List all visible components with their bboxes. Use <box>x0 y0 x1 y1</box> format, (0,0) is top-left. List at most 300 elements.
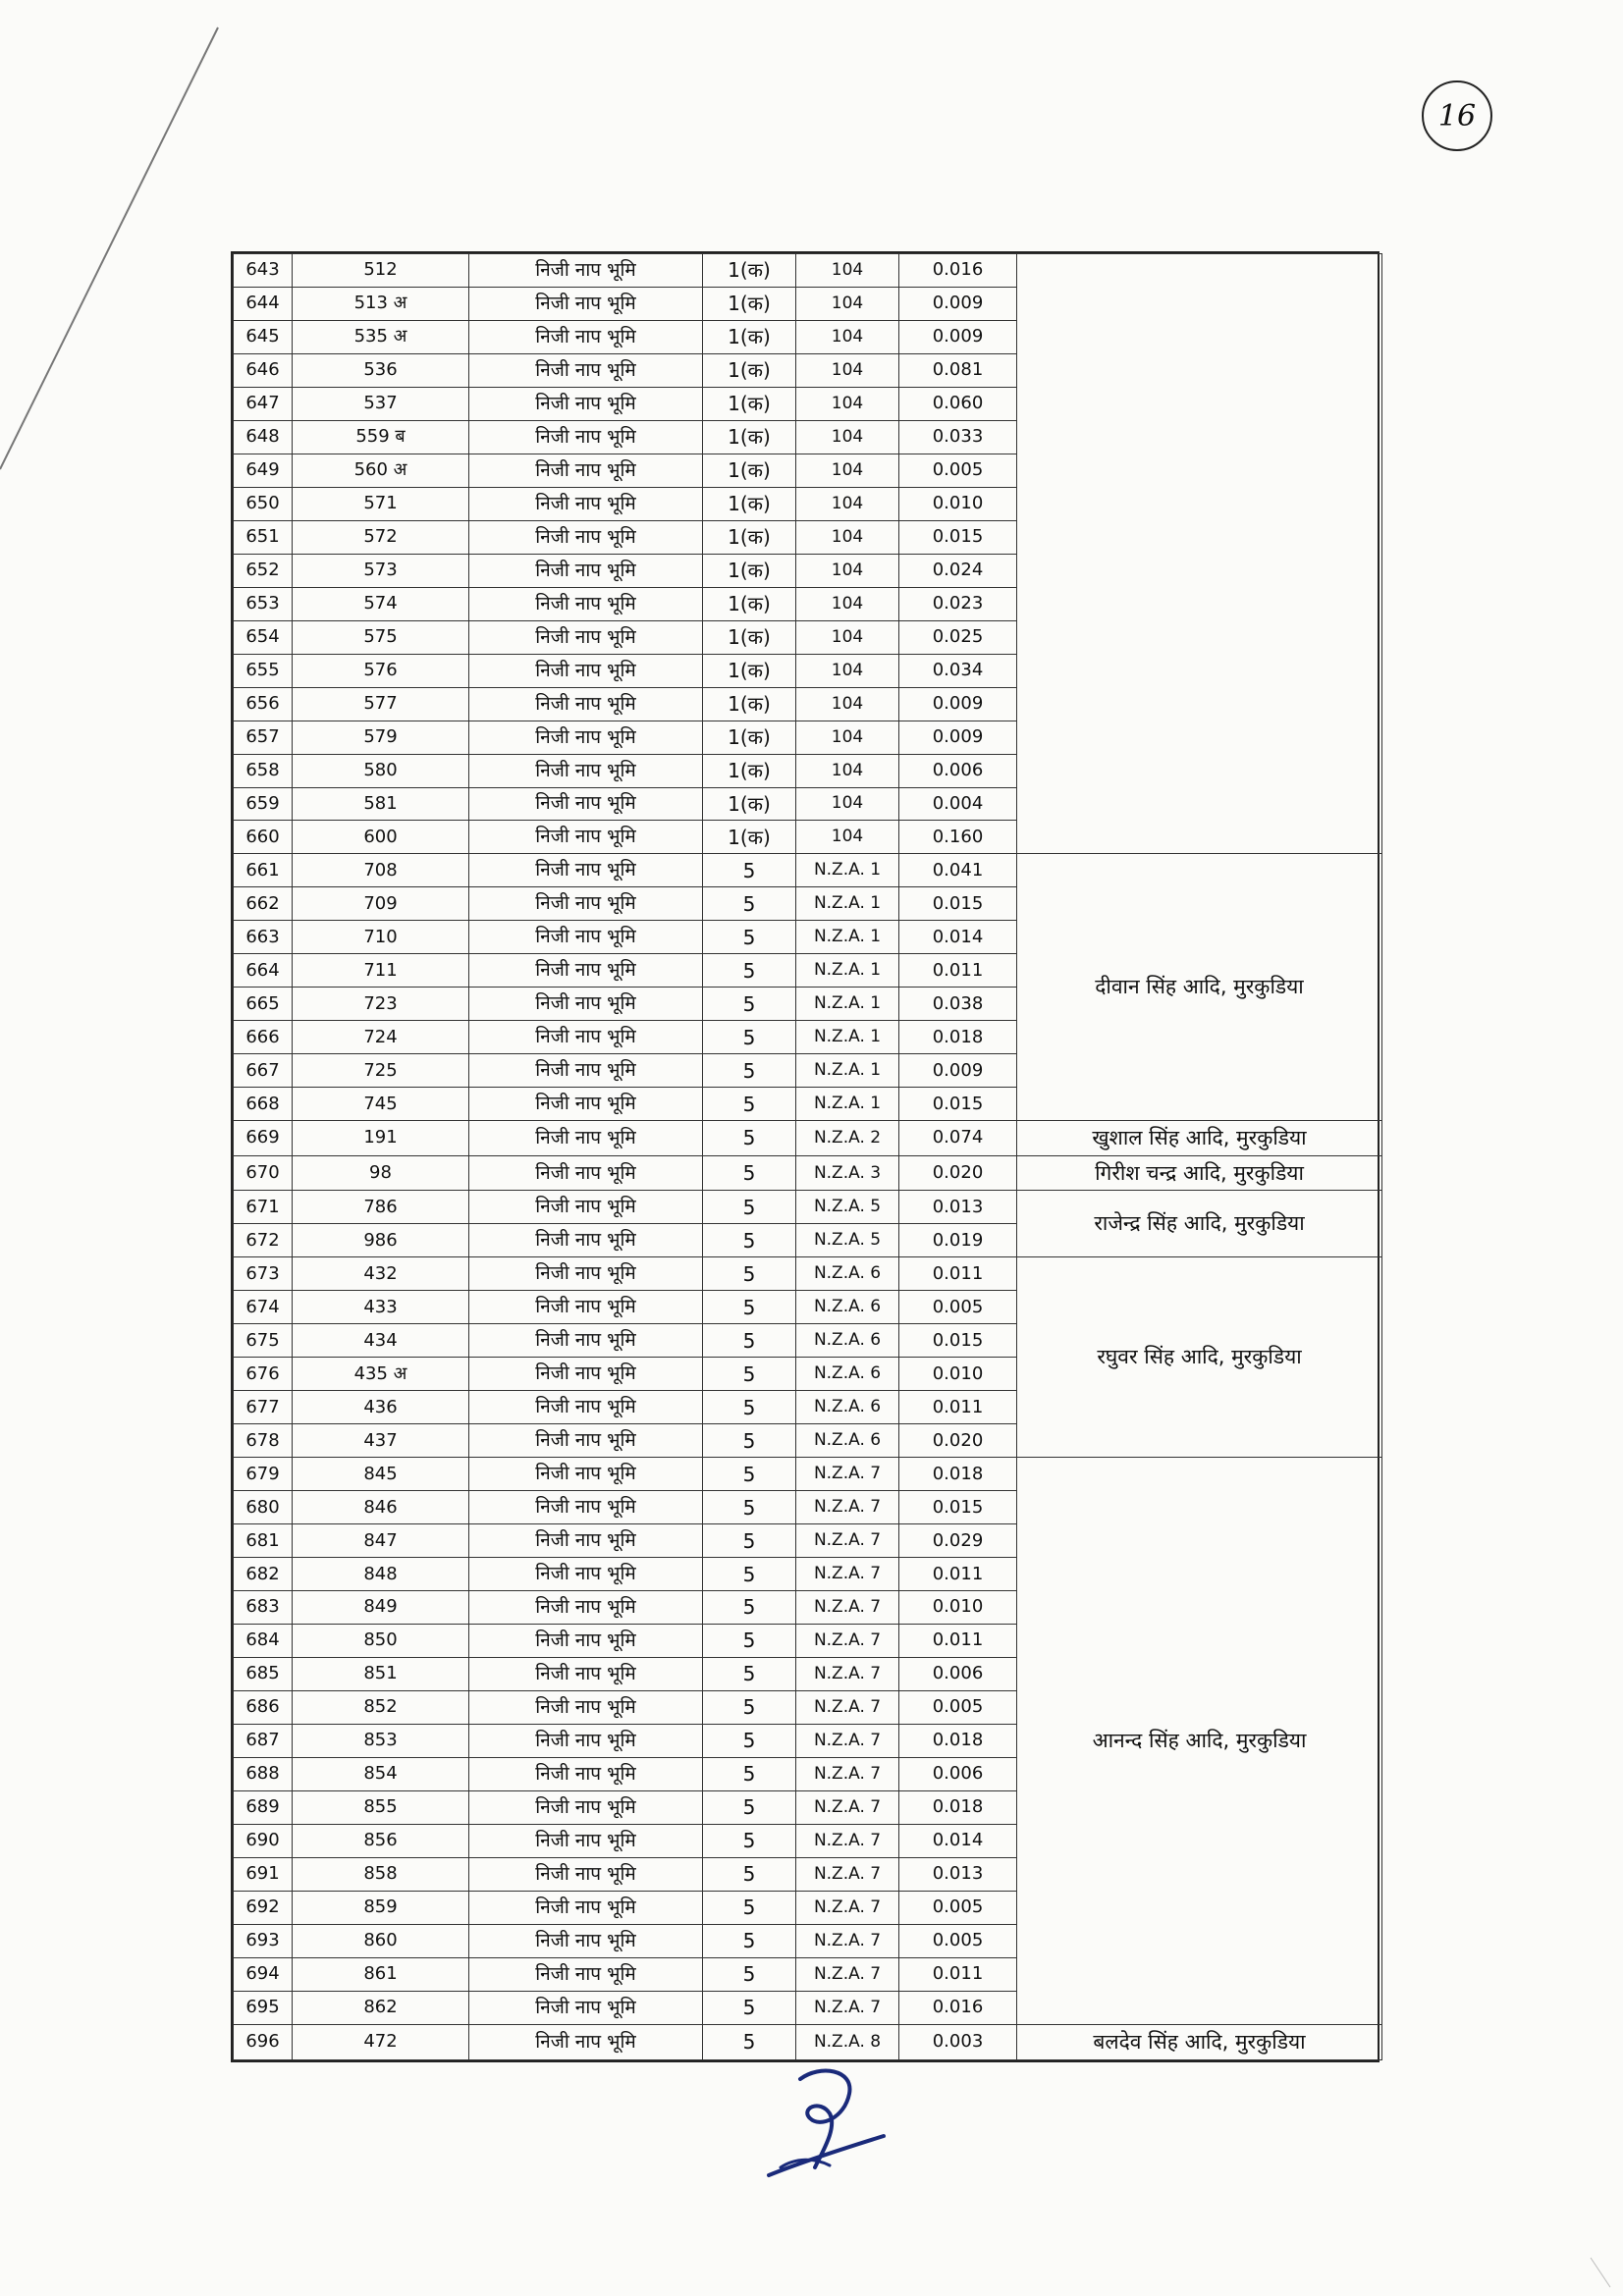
area-cell: 0.016 <box>899 254 1017 288</box>
serial-number-cell: 665 <box>234 988 293 1021</box>
plot-number-cell: 711 <box>293 954 469 988</box>
khata-number-cell: N.Z.A. 1 <box>796 921 899 954</box>
serial-number-cell: 648 <box>234 420 293 454</box>
serial-number-cell: 686 <box>234 1690 293 1724</box>
plot-number-cell: 723 <box>293 988 469 1021</box>
khata-number-cell: 104 <box>796 420 899 454</box>
class-cell: 1(क) <box>703 787 796 821</box>
serial-number-cell: 664 <box>234 954 293 988</box>
khata-number-cell: 104 <box>796 520 899 554</box>
class-cell: 1(क) <box>703 353 796 387</box>
class-cell: 5 <box>703 1624 796 1657</box>
khata-number-cell: N.Z.A. 1 <box>796 887 899 921</box>
plot-number-cell: 191 <box>293 1121 469 1156</box>
khata-number-cell: N.Z.A. 7 <box>796 1757 899 1790</box>
plot-number-cell: 847 <box>293 1524 469 1558</box>
area-cell: 0.009 <box>899 287 1017 320</box>
area-cell: 0.018 <box>899 1724 1017 1757</box>
area-cell: 0.009 <box>899 320 1017 353</box>
serial-number-cell: 690 <box>234 1824 293 1857</box>
khata-number-cell: N.Z.A. 7 <box>796 1857 899 1891</box>
khata-number-cell: N.Z.A. 7 <box>796 1790 899 1824</box>
class-cell: 1(क) <box>703 254 796 288</box>
plot-number-cell: 537 <box>293 387 469 420</box>
plot-number-cell: 575 <box>293 620 469 654</box>
serial-number-cell: 669 <box>234 1121 293 1156</box>
land-type-cell: निजी नाप भूमि <box>469 1724 703 1757</box>
class-cell: 5 <box>703 1790 796 1824</box>
land-type-cell: निजी नाप भूमि <box>469 620 703 654</box>
khata-number-cell: N.Z.A. 7 <box>796 1524 899 1558</box>
area-cell: 0.010 <box>899 487 1017 520</box>
class-cell: 5 <box>703 887 796 921</box>
class-cell: 5 <box>703 1991 796 2024</box>
area-cell: 0.004 <box>899 787 1017 821</box>
land-type-cell: निजी नाप भूमि <box>469 1257 703 1291</box>
khata-number-cell: N.Z.A. 7 <box>796 1690 899 1724</box>
class-cell: 1(क) <box>703 721 796 754</box>
serial-number-cell: 658 <box>234 754 293 787</box>
class-cell: 1(क) <box>703 620 796 654</box>
owner-name-cell <box>1017 254 1382 854</box>
area-cell: 0.011 <box>899 1957 1017 1991</box>
land-type-cell: निजी नाप भूमि <box>469 320 703 353</box>
class-cell: 1(क) <box>703 821 796 854</box>
signature <box>761 2059 889 2182</box>
land-type-cell: निजी नाप भूमि <box>469 1824 703 1857</box>
land-type-cell: निजी नाप भूमि <box>469 353 703 387</box>
area-cell: 0.013 <box>899 1857 1017 1891</box>
land-type-cell: निजी नाप भूमि <box>469 988 703 1021</box>
serial-number-cell: 645 <box>234 320 293 353</box>
class-cell: 5 <box>703 1121 796 1156</box>
land-type-cell: निजी नाप भूमि <box>469 654 703 687</box>
khata-number-cell: 104 <box>796 754 899 787</box>
area-cell: 0.011 <box>899 954 1017 988</box>
land-type-cell: निजी नाप भूमि <box>469 1121 703 1156</box>
area-cell: 0.005 <box>899 1924 1017 1957</box>
khata-number-cell: N.Z.A. 7 <box>796 1957 899 1991</box>
class-cell: 1(क) <box>703 587 796 620</box>
area-cell: 0.018 <box>899 1021 1017 1054</box>
area-cell: 0.006 <box>899 754 1017 787</box>
plot-number-cell: 709 <box>293 887 469 921</box>
serial-number-cell: 689 <box>234 1790 293 1824</box>
land-type-cell: निजी नाप भूमि <box>469 1891 703 1924</box>
area-cell: 0.023 <box>899 587 1017 620</box>
class-cell: 5 <box>703 1891 796 1924</box>
plot-number-cell: 559 ब <box>293 420 469 454</box>
khata-number-cell: N.Z.A. 7 <box>796 1924 899 1957</box>
plot-number-cell: 850 <box>293 1624 469 1657</box>
land-type-cell: निजी नाप भूमि <box>469 1991 703 2024</box>
serial-number-cell: 687 <box>234 1724 293 1757</box>
area-cell: 0.010 <box>899 1358 1017 1391</box>
class-cell: 1(क) <box>703 520 796 554</box>
area-cell: 0.015 <box>899 520 1017 554</box>
area-cell: 0.005 <box>899 1891 1017 1924</box>
table-row <box>234 1155 1382 1191</box>
land-type-cell: निजी नाप भूमि <box>469 1924 703 1957</box>
area-cell: 0.018 <box>899 1790 1017 1824</box>
serial-number-cell: 695 <box>234 1991 293 2024</box>
serial-number-cell: 657 <box>234 721 293 754</box>
plot-number-cell: 725 <box>293 1054 469 1088</box>
class-cell: 1(क) <box>703 287 796 320</box>
khata-number-cell: N.Z.A. 1 <box>796 1021 899 1054</box>
serial-number-cell: 673 <box>234 1257 293 1291</box>
land-type-cell: निजी नाप भूमि <box>469 821 703 854</box>
khata-number-cell: 104 <box>796 787 899 821</box>
class-cell: 5 <box>703 1391 796 1424</box>
land-type-cell: निजी नाप भूमि <box>469 1524 703 1558</box>
land-type-cell: निजी नाप भूमि <box>469 1358 703 1391</box>
class-cell: 5 <box>703 1358 796 1391</box>
class-cell: 5 <box>703 1491 796 1524</box>
khata-number-cell: N.Z.A. 6 <box>796 1257 899 1291</box>
area-cell: 0.074 <box>899 1121 1017 1156</box>
area-cell: 0.020 <box>899 1424 1017 1458</box>
plot-number-cell: 536 <box>293 353 469 387</box>
khata-number-cell: 104 <box>796 821 899 854</box>
area-cell: 0.006 <box>899 1657 1017 1690</box>
plot-number-cell: 854 <box>293 1757 469 1790</box>
land-type-cell: निजी नाप भूमि <box>469 854 703 887</box>
class-cell: 1(क) <box>703 687 796 721</box>
serial-number-cell: 691 <box>234 1857 293 1891</box>
land-type-cell: निजी नाप भूमि <box>469 1291 703 1324</box>
land-type-cell: निजी नाप भूमि <box>469 420 703 454</box>
land-type-cell: निजी नाप भूमि <box>469 721 703 754</box>
table-row <box>234 1121 1382 1156</box>
serial-number-cell: 644 <box>234 287 293 320</box>
area-cell: 0.011 <box>899 1257 1017 1291</box>
table-row <box>234 854 1382 887</box>
khata-number-cell: N.Z.A. 7 <box>796 1591 899 1625</box>
khata-number-cell: N.Z.A. 7 <box>796 1991 899 2024</box>
serial-number-cell: 653 <box>234 587 293 620</box>
land-type-cell: निजी नाप भूमि <box>469 1054 703 1088</box>
serial-number-cell: 674 <box>234 1291 293 1324</box>
serial-number-cell: 646 <box>234 353 293 387</box>
khata-number-cell: 104 <box>796 487 899 520</box>
area-cell: 0.005 <box>899 454 1017 487</box>
land-type-cell: निजी नाप भूमि <box>469 554 703 587</box>
table-row <box>234 1257 1382 1291</box>
plot-number-cell: 573 <box>293 554 469 587</box>
serial-number-cell: 660 <box>234 821 293 854</box>
land-record-table <box>233 253 1382 2060</box>
khata-number-cell: N.Z.A. 7 <box>796 1657 899 1690</box>
plot-number-cell: 571 <box>293 487 469 520</box>
class-cell: 5 <box>703 1657 796 1690</box>
plot-number-cell: 710 <box>293 921 469 954</box>
land-record-table-container <box>231 251 1380 2062</box>
land-type-cell: निजी नाप भूमि <box>469 2024 703 2059</box>
plot-number-cell: 432 <box>293 1257 469 1291</box>
class-cell: 5 <box>703 1088 796 1121</box>
khata-number-cell: 104 <box>796 287 899 320</box>
serial-number-cell: 683 <box>234 1591 293 1625</box>
serial-number-cell: 670 <box>234 1155 293 1191</box>
serial-number-cell: 675 <box>234 1324 293 1358</box>
serial-number-cell: 643 <box>234 254 293 288</box>
khata-number-cell: N.Z.A. 8 <box>796 2024 899 2059</box>
plot-number-cell: 862 <box>293 1991 469 2024</box>
khata-number-cell: N.Z.A. 1 <box>796 1088 899 1121</box>
khata-number-cell: N.Z.A. 1 <box>796 854 899 887</box>
class-cell: 5 <box>703 1155 796 1191</box>
land-type-cell: निजी नाप भूमि <box>469 1624 703 1657</box>
land-type-cell: निजी नाप भूमि <box>469 921 703 954</box>
serial-number-cell: 676 <box>234 1358 293 1391</box>
land-type-cell: निजी नाप भूमि <box>469 1191 703 1224</box>
land-type-cell: निजी नाप भूमि <box>469 254 703 288</box>
plot-number-cell: 786 <box>293 1191 469 1224</box>
class-cell: 5 <box>703 1021 796 1054</box>
khata-number-cell: N.Z.A. 2 <box>796 1121 899 1156</box>
land-type-cell: निजी नाप भूमि <box>469 1657 703 1690</box>
plot-number-cell: 574 <box>293 587 469 620</box>
land-type-cell: निजी नाप भूमि <box>469 1690 703 1724</box>
khata-number-cell: N.Z.A. 6 <box>796 1358 899 1391</box>
owner-name-cell: गिरीश चन्द्र आदि, मुरकुडिया <box>1017 1155 1382 1191</box>
serial-number-cell: 692 <box>234 1891 293 1924</box>
khata-number-cell: 104 <box>796 254 899 288</box>
plot-number-cell: 572 <box>293 520 469 554</box>
plot-number-cell: 851 <box>293 1657 469 1690</box>
plot-number-cell: 581 <box>293 787 469 821</box>
class-cell: 5 <box>703 1857 796 1891</box>
serial-number-cell: 656 <box>234 687 293 721</box>
plot-number-cell: 580 <box>293 754 469 787</box>
plot-number-cell: 535 अ <box>293 320 469 353</box>
serial-number-cell: 661 <box>234 854 293 887</box>
land-type-cell: निजी नाप भूमि <box>469 1324 703 1358</box>
area-cell: 0.009 <box>899 1054 1017 1088</box>
khata-number-cell: 104 <box>796 687 899 721</box>
class-cell: 5 <box>703 1324 796 1358</box>
class-cell: 5 <box>703 1558 796 1591</box>
class-cell: 5 <box>703 1690 796 1724</box>
plot-number-cell: 576 <box>293 654 469 687</box>
page-number-circled <box>1422 80 1492 151</box>
area-cell: 0.009 <box>899 687 1017 721</box>
class-cell: 1(क) <box>703 420 796 454</box>
class-cell: 1(क) <box>703 487 796 520</box>
table-row <box>234 2024 1382 2059</box>
class-cell: 5 <box>703 1524 796 1558</box>
owner-name-cell: बलदेव सिंह आदि, मुरकुडिया <box>1017 2024 1382 2059</box>
table-row <box>234 1458 1382 1491</box>
class-cell: 1(क) <box>703 754 796 787</box>
area-cell: 0.025 <box>899 620 1017 654</box>
class-cell: 5 <box>703 988 796 1021</box>
table-row <box>234 254 1382 288</box>
serial-number-cell: 681 <box>234 1524 293 1558</box>
plot-number-cell: 724 <box>293 1021 469 1054</box>
plot-number-cell: 861 <box>293 1957 469 1991</box>
khata-number-cell: N.Z.A. 6 <box>796 1424 899 1458</box>
area-cell: 0.005 <box>899 1690 1017 1724</box>
land-type-cell: निजी नाप भूमि <box>469 1857 703 1891</box>
serial-number-cell: 672 <box>234 1224 293 1257</box>
land-type-cell: निजी नाप भूमि <box>469 1155 703 1191</box>
area-cell: 0.009 <box>899 721 1017 754</box>
plot-number-cell: 855 <box>293 1790 469 1824</box>
serial-number-cell: 671 <box>234 1191 293 1224</box>
class-cell: 5 <box>703 1724 796 1757</box>
land-type-cell: निजी नाप भूमि <box>469 1558 703 1591</box>
serial-number-cell: 667 <box>234 1054 293 1088</box>
khata-number-cell: N.Z.A. 7 <box>796 1458 899 1491</box>
class-cell: 5 <box>703 1191 796 1224</box>
area-cell: 0.011 <box>899 1558 1017 1591</box>
khata-number-cell: N.Z.A. 6 <box>796 1291 899 1324</box>
serial-number-cell: 654 <box>234 620 293 654</box>
class-cell: 5 <box>703 954 796 988</box>
khata-number-cell: N.Z.A. 7 <box>796 1558 899 1591</box>
serial-number-cell: 650 <box>234 487 293 520</box>
plot-number-cell: 600 <box>293 821 469 854</box>
serial-number-cell: 694 <box>234 1957 293 1991</box>
land-type-cell: निजी नाप भूमि <box>469 487 703 520</box>
serial-number-cell: 678 <box>234 1424 293 1458</box>
page-number-text: 16 <box>1437 98 1477 133</box>
land-type-cell: निजी नाप भूमि <box>469 1088 703 1121</box>
land-type-cell: निजी नाप भूमि <box>469 1224 703 1257</box>
class-cell: 1(क) <box>703 654 796 687</box>
plot-number-cell: 435 अ <box>293 1358 469 1391</box>
land-type-cell: निजी नाप भूमि <box>469 787 703 821</box>
area-cell: 0.013 <box>899 1191 1017 1224</box>
class-cell: 1(क) <box>703 454 796 487</box>
land-type-cell: निजी नाप भूमि <box>469 687 703 721</box>
table-row <box>234 1191 1382 1224</box>
khata-number-cell: N.Z.A. 1 <box>796 1054 899 1088</box>
khata-number-cell: N.Z.A. 5 <box>796 1224 899 1257</box>
area-cell: 0.033 <box>899 420 1017 454</box>
area-cell: 0.015 <box>899 887 1017 921</box>
table-body <box>234 254 1382 2060</box>
land-type-cell: निजी नाप भूमि <box>469 954 703 988</box>
serial-number-cell: 663 <box>234 921 293 954</box>
khata-number-cell: N.Z.A. 1 <box>796 988 899 1021</box>
serial-number-cell: 668 <box>234 1088 293 1121</box>
serial-number-cell: 677 <box>234 1391 293 1424</box>
serial-number-cell: 682 <box>234 1558 293 1591</box>
serial-number-cell: 652 <box>234 554 293 587</box>
plot-number-cell: 708 <box>293 854 469 887</box>
land-type-cell: निजी नाप भूमि <box>469 1391 703 1424</box>
plot-number-cell: 434 <box>293 1324 469 1358</box>
khata-number-cell: N.Z.A. 5 <box>796 1191 899 1224</box>
land-type-cell: निजी नाप भूमि <box>469 1790 703 1824</box>
plot-number-cell: 852 <box>293 1690 469 1724</box>
area-cell: 0.029 <box>899 1524 1017 1558</box>
class-cell: 1(क) <box>703 554 796 587</box>
area-cell: 0.038 <box>899 988 1017 1021</box>
khata-number-cell: 104 <box>796 587 899 620</box>
owner-name-cell: आनन्द सिंह आदि, मुरकुडिया <box>1017 1458 1382 2024</box>
plot-number-cell: 437 <box>293 1424 469 1458</box>
class-cell: 1(क) <box>703 320 796 353</box>
area-cell: 0.024 <box>899 554 1017 587</box>
class-cell: 5 <box>703 1257 796 1291</box>
owner-name-cell: राजेन्द्र सिंह आदि, मुरकुडिया <box>1017 1191 1382 1257</box>
khata-number-cell: N.Z.A. 6 <box>796 1324 899 1358</box>
plot-number-cell: 512 <box>293 254 469 288</box>
area-cell: 0.015 <box>899 1491 1017 1524</box>
plot-number-cell: 436 <box>293 1391 469 1424</box>
land-type-cell: निजी नाप भूमि <box>469 754 703 787</box>
land-type-cell: निजी नाप भूमि <box>469 1757 703 1790</box>
plot-number-cell: 986 <box>293 1224 469 1257</box>
plot-number-cell: 433 <box>293 1291 469 1324</box>
land-type-cell: निजी नाप भूमि <box>469 587 703 620</box>
plot-number-cell: 849 <box>293 1591 469 1625</box>
class-cell: 5 <box>703 1224 796 1257</box>
area-cell: 0.014 <box>899 1824 1017 1857</box>
land-type-cell: निजी नाप भूमि <box>469 1491 703 1524</box>
owner-name-cell: दीवान सिंह आदि, मुरकुडिया <box>1017 854 1382 1121</box>
area-cell: 0.010 <box>899 1591 1017 1625</box>
area-cell: 0.016 <box>899 1991 1017 2024</box>
owner-name-cell: खुशाल सिंह आदि, मुरकुडिया <box>1017 1121 1382 1156</box>
class-cell: 5 <box>703 1924 796 1957</box>
class-cell: 5 <box>703 2024 796 2059</box>
khata-number-cell: 104 <box>796 654 899 687</box>
area-cell: 0.034 <box>899 654 1017 687</box>
plot-number-cell: 560 अ <box>293 454 469 487</box>
area-cell: 0.003 <box>899 2024 1017 2059</box>
plot-number-cell: 579 <box>293 721 469 754</box>
plot-number-cell: 848 <box>293 1558 469 1591</box>
khata-number-cell: 104 <box>796 454 899 487</box>
plot-number-cell: 846 <box>293 1491 469 1524</box>
area-cell: 0.020 <box>899 1155 1017 1191</box>
area-cell: 0.014 <box>899 921 1017 954</box>
land-type-cell: निजी नाप भूमि <box>469 1957 703 1991</box>
khata-number-cell: 104 <box>796 387 899 420</box>
land-type-cell: निजी नाप भूमि <box>469 1424 703 1458</box>
khata-number-cell: N.Z.A. 7 <box>796 1624 899 1657</box>
class-cell: 5 <box>703 1757 796 1790</box>
khata-number-cell: 104 <box>796 320 899 353</box>
area-cell: 0.081 <box>899 353 1017 387</box>
plot-number-cell: 858 <box>293 1857 469 1891</box>
khata-number-cell: N.Z.A. 1 <box>796 954 899 988</box>
serial-number-cell: 647 <box>234 387 293 420</box>
plot-number-cell: 472 <box>293 2024 469 2059</box>
class-cell: 5 <box>703 854 796 887</box>
serial-number-cell: 662 <box>234 887 293 921</box>
land-type-cell: निजी नाप भूमि <box>469 454 703 487</box>
area-cell: 0.011 <box>899 1391 1017 1424</box>
serial-number-cell: 693 <box>234 1924 293 1957</box>
khata-number-cell: N.Z.A. 7 <box>796 1724 899 1757</box>
serial-number-cell: 651 <box>234 520 293 554</box>
plot-number-cell: 859 <box>293 1891 469 1924</box>
area-cell: 0.019 <box>899 1224 1017 1257</box>
khata-number-cell: N.Z.A. 7 <box>796 1491 899 1524</box>
class-cell: 5 <box>703 1291 796 1324</box>
khata-number-cell: N.Z.A. 6 <box>796 1391 899 1424</box>
serial-number-cell: 679 <box>234 1458 293 1491</box>
class-cell: 1(क) <box>703 387 796 420</box>
class-cell: 5 <box>703 1054 796 1088</box>
class-cell: 5 <box>703 1424 796 1458</box>
